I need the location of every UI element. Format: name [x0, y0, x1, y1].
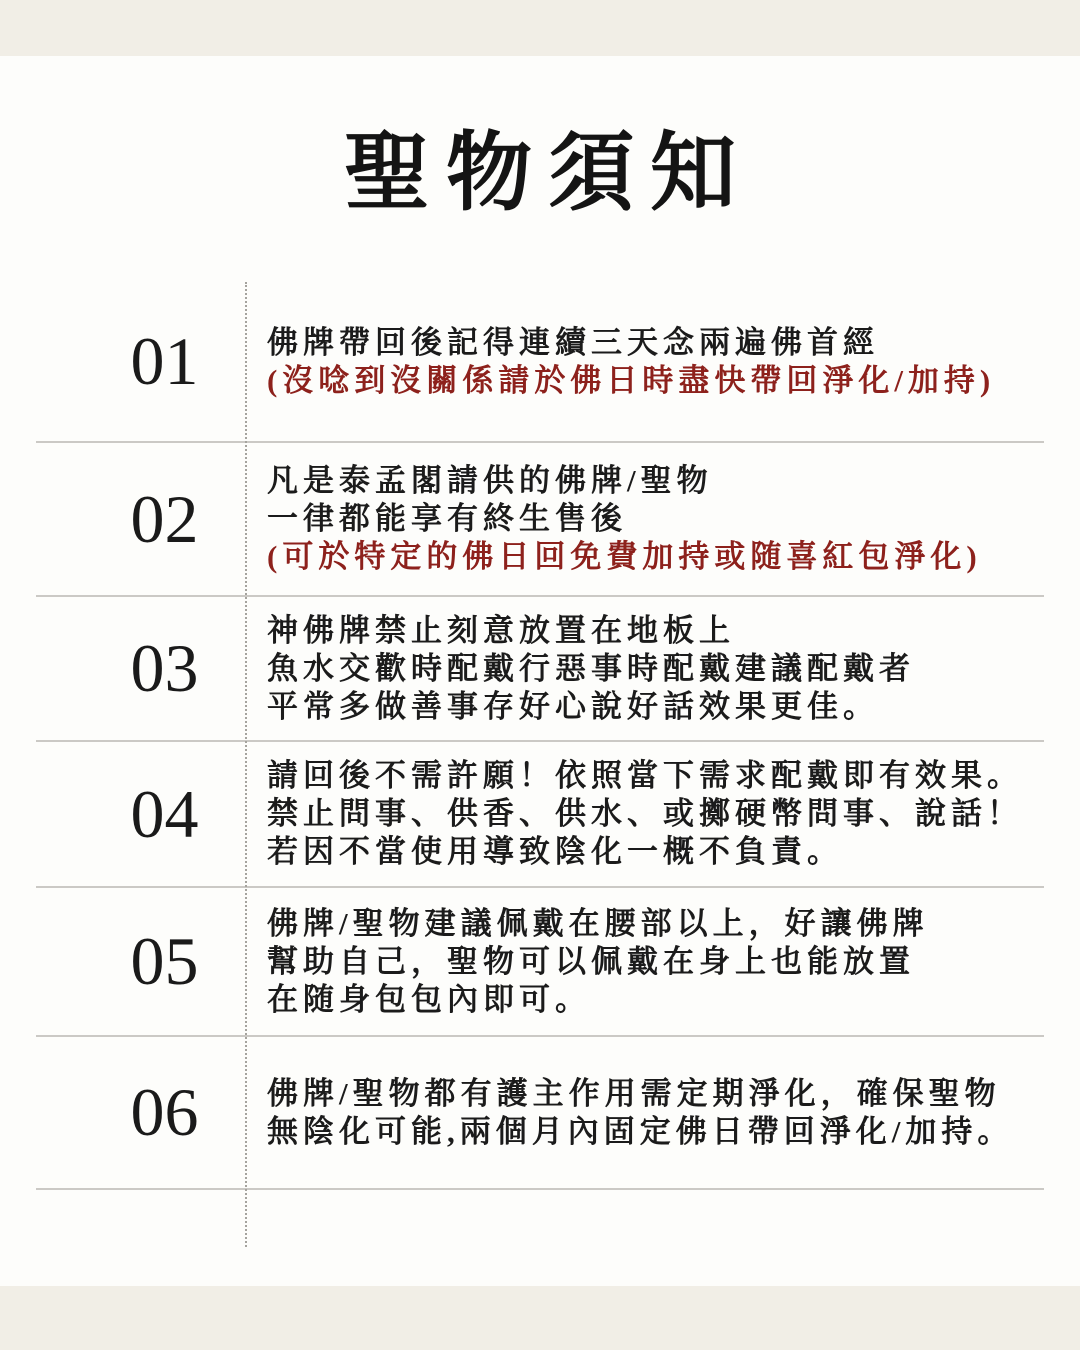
item-text	[245, 905, 1044, 1019]
page-title: 聖物須知	[344, 125, 752, 221]
notice-row-04	[36, 742, 1044, 888]
item-text-line: 一律都能享有終生售後	[267, 501, 627, 536]
vertical-rule	[245, 282, 247, 1247]
item-text-line: 若因不當使用導致陰化一概不負責。	[267, 834, 843, 869]
item-number: 01	[130, 323, 199, 399]
item-number: 04	[130, 775, 199, 852]
item-number: 02	[130, 480, 199, 557]
item-text-line: 請回後不需許願！依照當下需求配戴即有效果。	[267, 758, 1023, 793]
item-text	[245, 1075, 1044, 1151]
item-text-line: 禁止問事、供香、供水、或擲硬幣問事、說話！	[267, 796, 1023, 831]
item-text-line: 在随身包包內即可。	[267, 981, 591, 1017]
notice-list	[36, 282, 1044, 1190]
item-text-line: 無陰化可能,兩個月內固定佛日帶回淨化/加持。	[267, 1113, 1014, 1149]
item-text-line: 神佛牌禁止刻意放置在地板上	[267, 612, 735, 648]
item-text-line: 幫助自己，聖物可以佩戴在身上也能放置	[267, 943, 915, 979]
item-text-line: 佛牌帶回後記得連續三天念兩遍佛首經	[267, 324, 879, 360]
item-text	[245, 612, 1044, 726]
item-text-line-highlight: (可於特定的佛日回免費加持或随喜紅包淨化)	[267, 539, 982, 574]
notice-row-03	[36, 597, 1044, 742]
item-text-line: 佛牌/聖物都有護主作用需定期淨化，確保聖物	[267, 1075, 1001, 1111]
item-number: 03	[130, 630, 199, 706]
item-text-line: 佛牌/聖物建議佩戴在腰部以上，好讓佛牌	[267, 905, 929, 941]
item-text	[245, 324, 1044, 400]
item-text-line: 凡是泰孟閣請供的佛牌/聖物	[267, 463, 713, 498]
item-number: 06	[130, 1074, 199, 1150]
item-text-line: 平常多做善事存好心說好話效果更佳。	[267, 688, 879, 724]
notice-row-06	[36, 1037, 1044, 1190]
notice-row-01	[36, 282, 1044, 443]
notice-row-02	[36, 443, 1044, 597]
item-text	[245, 462, 1044, 576]
notice-row-05	[36, 888, 1044, 1037]
item-text	[245, 757, 1044, 871]
item-number: 05	[130, 923, 199, 999]
item-text-line-highlight: (沒唸到沒關係請於佛日時盡快帶回淨化/加持)	[267, 362, 996, 398]
item-text-line: 魚水交歡時配戴行惡事時配戴建議配戴者	[267, 650, 915, 686]
